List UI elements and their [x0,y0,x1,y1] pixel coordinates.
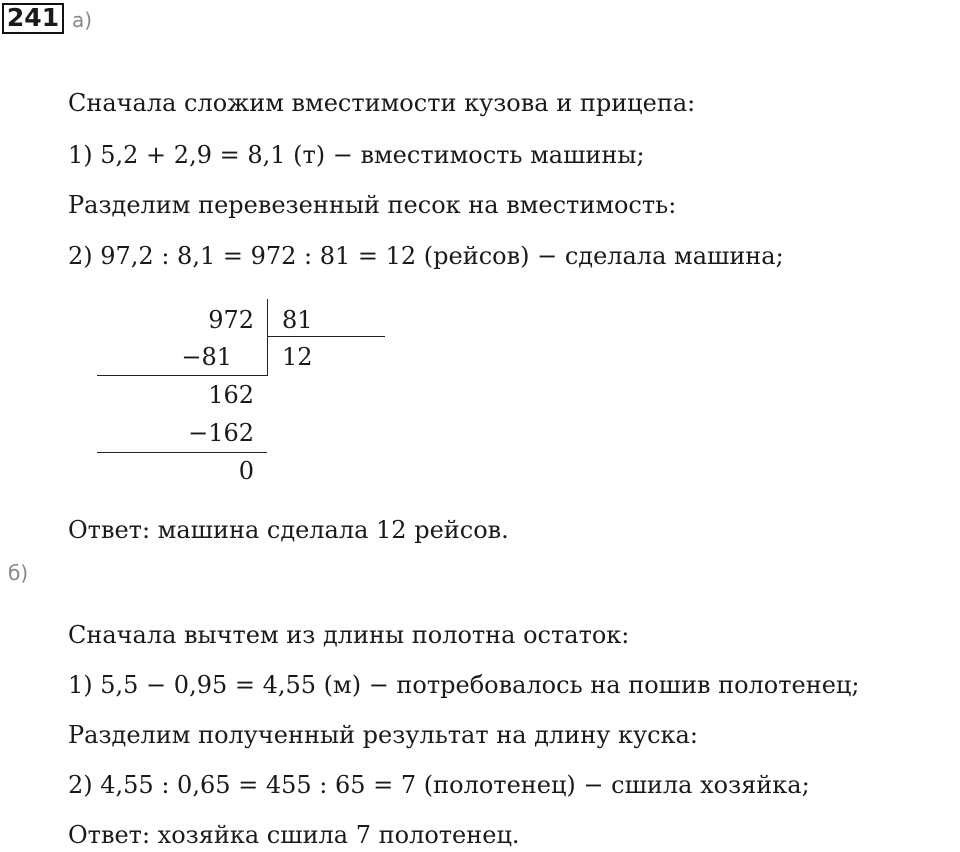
division-vertical-bar [267,299,268,376]
remainder-1: 162 [208,381,254,409]
remainder-2: 0 [238,457,254,485]
part-a-step2: 2) 97,2 : 8,1 = 972 : 81 = 12 (рейсов) − сделала машина; [68,242,784,270]
part-a-intro: Сначала сложим вместимости кузова и прицепа: [68,89,696,117]
part-a-step1: 1) 5,2 + 2,9 = 8,1 (т) − вместимость машины; [68,141,645,169]
part-a-label: а) [72,8,93,32]
part-b-answer: Ответ: хозяйка сшила 7 полотенец. [68,821,520,849]
subtrahend-2: −162 [188,419,254,447]
part-b-label: б) [8,561,29,585]
part-a-answer: Ответ: машина сделала 12 рейсов. [68,516,509,544]
divisor-underline [267,336,385,337]
dividend: 972 [208,306,254,334]
part-b-step1: 1) 5,5 − 0,95 = 4,55 (м) − потребовалось на пошив полотенец; [68,671,860,699]
part-b-step2: 2) 4,55 : 0,65 = 455 : 65 = 7 (полотенец) − сшила хозяйка; [68,771,810,799]
part-a-intro2: Разделим перевезенный песок на вместимость: [68,191,677,219]
divisor: 81 [282,306,313,334]
problem-number: 241 [2,3,64,34]
quotient: 12 [282,343,313,371]
subtraction-line-2 [97,452,267,453]
part-b-intro: Сначала вычтем из длины полотна остаток: [68,621,630,649]
subtrahend-1: −81 [181,343,232,371]
subtraction-line-1 [97,375,267,376]
part-b-intro2: Разделим полученный результат на длину куска: [68,721,698,749]
